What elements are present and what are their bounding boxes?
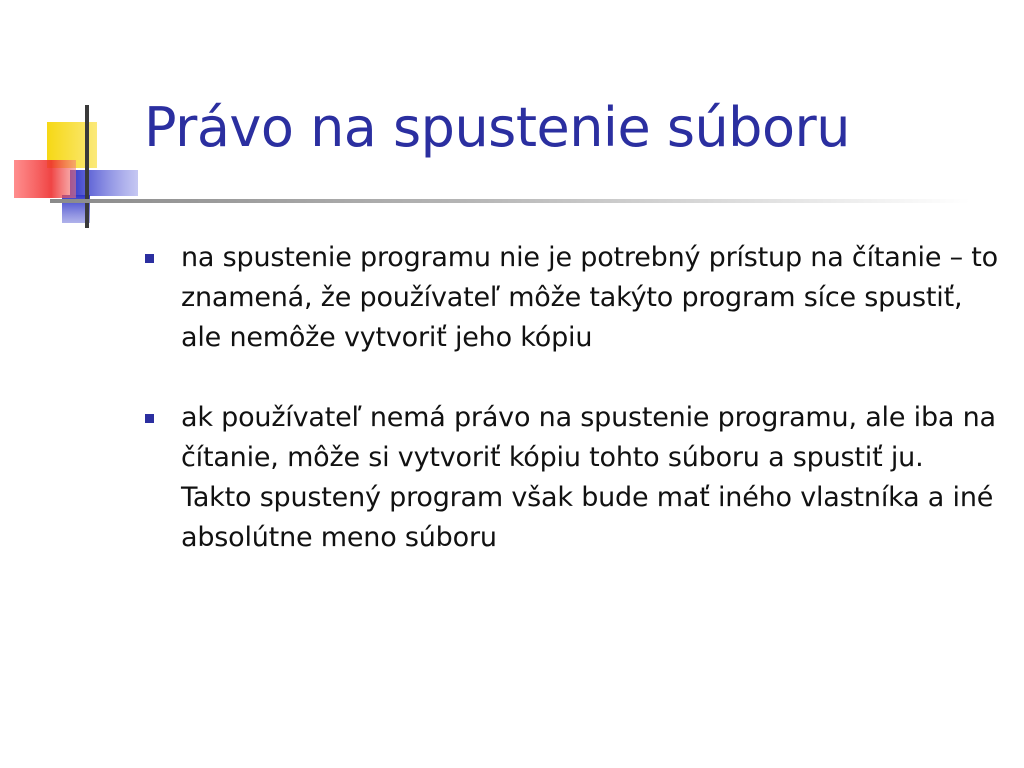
bullet-list: [140, 238, 1000, 598]
bullet-square-icon: [145, 414, 154, 423]
slide-title: Právo na spustenie súboru: [144, 96, 850, 159]
deco-vertical-line: [85, 105, 89, 228]
bullet-text: na spustenie programu nie je potrebný prístup na čítanie – to znamená, že používateľ môže takýto program síce spustiť, ale nemôže vytvoriť jeho kópiu: [181, 242, 998, 353]
bullet-text: ak používateľ nemá právo na spustenie programu, ale iba na čítanie, môže si vytvoriť kópiu tohto súboru a spustiť ju. Takto spustený program však bude mať iného vlastníka a iné absolútne meno súboru: [181, 402, 996, 553]
decorative-corner-logo: [0, 0, 140, 240]
bullet-item: [140, 398, 1000, 558]
bullet-item: [140, 238, 1000, 358]
title-underline-rule: [50, 199, 970, 203]
deco-red-square: [14, 160, 76, 198]
bullet-square-icon: [145, 254, 154, 263]
deco-blue-bar: [70, 170, 138, 196]
